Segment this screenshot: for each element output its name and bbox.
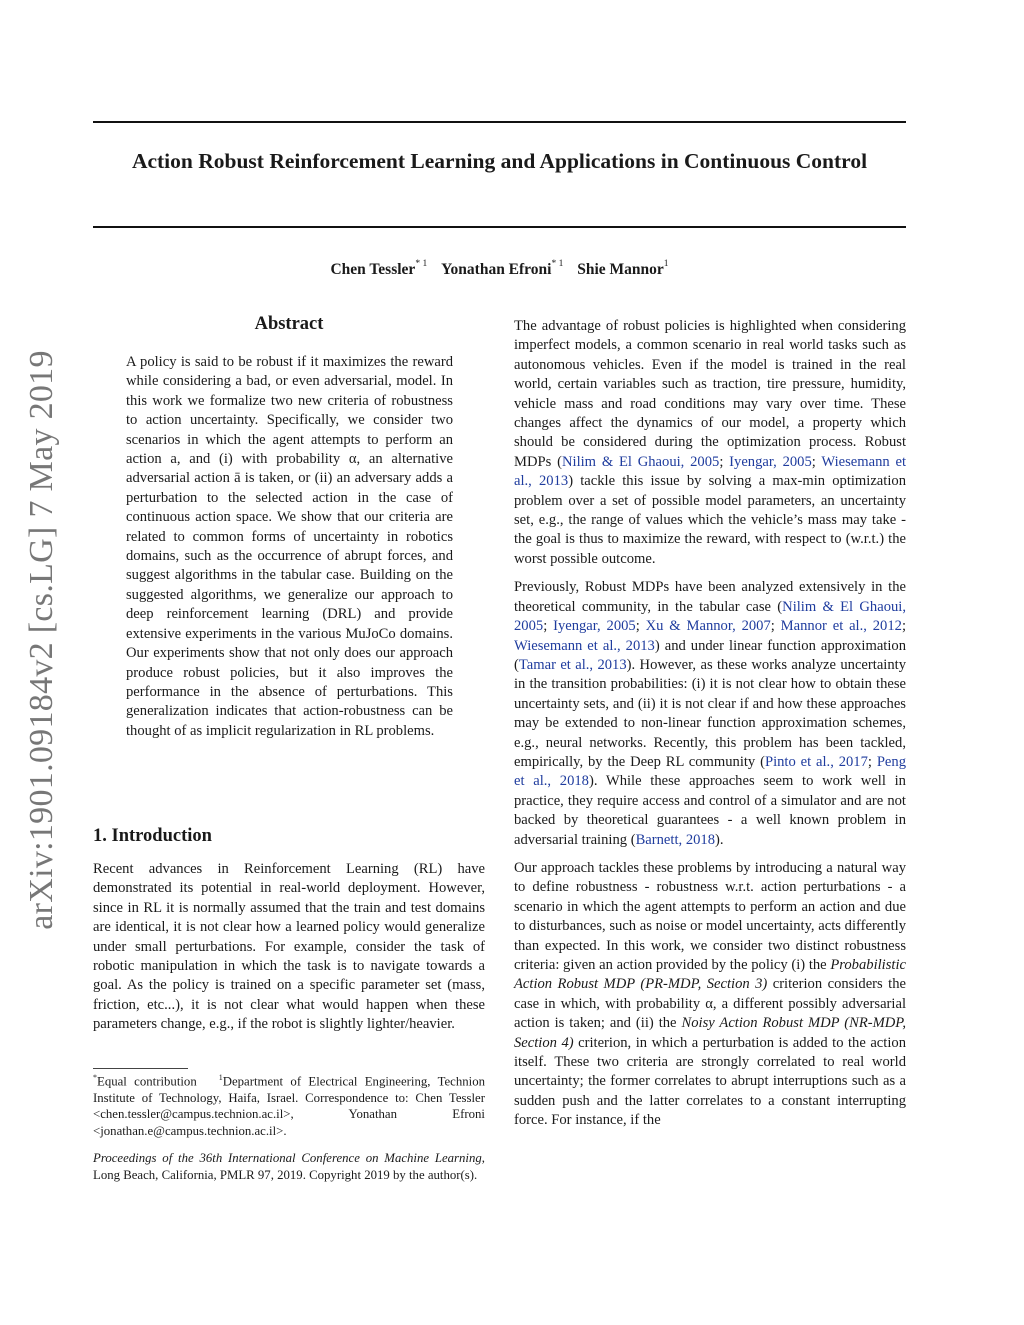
affiliation-mark: 1 — [218, 1073, 223, 1082]
author-name: Chen Tessler — [330, 261, 416, 279]
abstract-text: A policy is said to be robust if it maximizes the reward while considering a bad, or even adversarial, model. In this work we formalize two new criteria of robustness to action uncertainty. Specifically, we consider two scenarios in which the agent attempts to perform an action a, and (i) with probability α, an alternative adversarial action ā is taken, or (ii) an adversary adds a perturbation to the selected action in the case of continuous action space. We show that our criteria are related to common forms of uncertainty in robotics domains, such as the occurrence of abrupt forces, and suggest algorithms in the tabular case. Building on the suggested algorithms, we generalize our approach to deep reinforcement learning (DRL) and provide extensive experiments in the various MuJoCo domains. Our experiments show that not only does our approach produce robust policies, but it also improves the performance in the absence of perturbations. This generalization indicates that action-robustness can be thought of as implicit regularization in RL problems. — [126, 354, 453, 739]
paragraph: The advantage of robust policies is highlighted when considering imperfect models, a common scenario in real world tasks such as autonomous vehicles. Even if the model is trained in the real world, certain variables such as traction, tire pressure, humidity, vehicle mass and road conditions may vary over time. These changes affect the dynamics of our model, a property which should be considered during the optimization process. Robust MDPs (Nilim & El Ghaoui, 2005; Iyengar, 2005; Wiesemann et al., 2013) tackle this issue by solving a max-min optimization problem over a set of possible model parameters, an uncertainty set, e.g., the range of values which the vehicle’s mass may take - the goal is thus to maximize the reward, with respect to (w.r.t.) the worst possible outcome. — [514, 318, 906, 567]
author — [330, 261, 427, 278]
proceedings-venue: Proceedings of the 36th International Conference on Machine Learning — [93, 1151, 482, 1165]
citation-link[interactable]: Tamar et al., 2013 — [518, 656, 627, 673]
citation-link[interactable]: Wiesemann et al., 2013 — [514, 453, 906, 490]
abstract-heading: Abstract — [254, 314, 324, 334]
footnote-mark: * — [93, 1073, 97, 1082]
paragraph: Our approach tackles these problems by introducing a natural way to define robustness - robustness w.r.t. action perturbations - a scenario in which the agent attempts to perform an action and due to disturbances, such as noise or model uncertainty, acts differently than expected. In this work, we consider two distinct robustness criteria: given an action provided by the policy (i) the Probabilistic Action Robust MDP (PR-MDP, Section 3) criterion considers the case in which, with probability α, a different possibly adversarial action is taken; and (ii) the Noisy Action Robust MDP (NR-MDP, Section 4) criterion, in which a perturbation is added to the action itself. These two criteria are strongly correlated to real world uncertainty; the former correlates to abrupt interruptions such as a sudden push and the latter correlates to a constant interrupting force. For instance, if the — [514, 859, 906, 1129]
author-list — [93, 261, 906, 279]
title-bottom-rule — [93, 226, 906, 228]
author-mark: * 1 — [551, 259, 564, 269]
footnote-rule — [93, 1068, 188, 1069]
footnote-equal: Equal contribution — [97, 1074, 197, 1089]
citation-link[interactable]: Xu & Mannor, 2007 — [645, 618, 771, 635]
paper-title: Action Robust Reinforcement Learning and Applications in Continuous Control — [131, 149, 868, 173]
proceedings-details: , Long Beach, California, PMLR 97, 2019. Copyright 2019 by the author(s). — [93, 1151, 485, 1182]
author-mark: * 1 — [415, 259, 428, 269]
criterion-name: Probabilistic Action Robust MDP (PR-MDP, Section 3) — [514, 957, 906, 993]
author-name: Yonathan Efroni — [441, 261, 552, 279]
proceedings-note — [93, 1150, 485, 1183]
citation-link[interactable]: Iyengar, 2005 — [553, 618, 636, 635]
citation-link[interactable]: Wiesemann et al., 2013 — [514, 637, 655, 654]
introduction-heading: 1. Introduction — [93, 826, 212, 846]
citation-link[interactable]: Iyengar, 2005 — [729, 453, 812, 470]
author-mark: 1 — [663, 259, 669, 269]
footnote — [93, 1070, 485, 1139]
citation-link[interactable]: Nilim & El Ghaoui, 2005 — [514, 598, 906, 635]
citation-link[interactable]: Peng et al., 2018 — [514, 753, 906, 790]
footnote-affiliation: Department of Electrical Engineering, Technion Institute of Technology, Haifa, Israel. Correspondence to: Chen Tessler <chen.tessler@campus.technion.ac.il>, Yonathan Efroni <jonathan.e@campus.technion.ac.il>. — [93, 1074, 486, 1138]
citation-link[interactable]: Nilim & El Ghaoui, 2005 — [561, 453, 720, 470]
arxiv-stamp-text: arXiv:1901.09184v2 [cs.LG] 7 May 2019 — [23, 350, 60, 930]
right-column — [514, 317, 906, 1140]
author-name: Shie Mannor — [577, 261, 664, 279]
author — [577, 261, 668, 278]
citation-link[interactable]: Pinto et al., 2017 — [764, 753, 868, 770]
citation-link[interactable]: Mannor et al., 2012 — [780, 618, 902, 635]
introduction-text: Recent advances in Reinforcement Learning (RL) have demonstrated its potential in real-world deployment. However, since in RL it is normally assumed that the train and test domains are identical, it is not clear how a learned policy would generalize under small perturbations. For example, consider the task of robotic manipulation in which the task is to navigate towards a goal. As the policy is trained on a specific parameter set (mass, friction, etc...), it is not clear what would happen when these parameters change, e.g., if the robot is slightly lighter/heavier. — [93, 861, 485, 1033]
criterion-name: Noisy Action Robust MDP (NR-MDP, Section 4) — [514, 1015, 906, 1051]
paragraph: Previously, Robust MDPs have been analyzed extensively in the theoretical community, in the tabular case (Nilim & El Ghaoui, 2005; Iyengar, 2005; Xu & Mannor, 2007; Mannor et al., 2012; Wiesemann et al., 2013) and under linear function approximation (Tamar et al., 2013). However, as these works analyze uncertainty in the transition probabilities: (i) it is not clear how to obtain these uncertainty sets, and (ii) it is not clear if and how these approaches may be extended to non-linear function approximation schemes, e.g., neural networks. Recently, this problem has been tackled, empirically, by the Deep RL community (Pinto et al., 2017; Peng et al., 2018). While these approaches seem to work well in practice, they require access and control of a simulator and are not backed by theoretical guarantees - a well known problem in adversarial training (Barnett, 2018). — [514, 579, 907, 848]
citation-link[interactable]: Barnett, 2018 — [635, 831, 716, 848]
title-top-rule — [93, 121, 906, 123]
author — [441, 261, 563, 278]
